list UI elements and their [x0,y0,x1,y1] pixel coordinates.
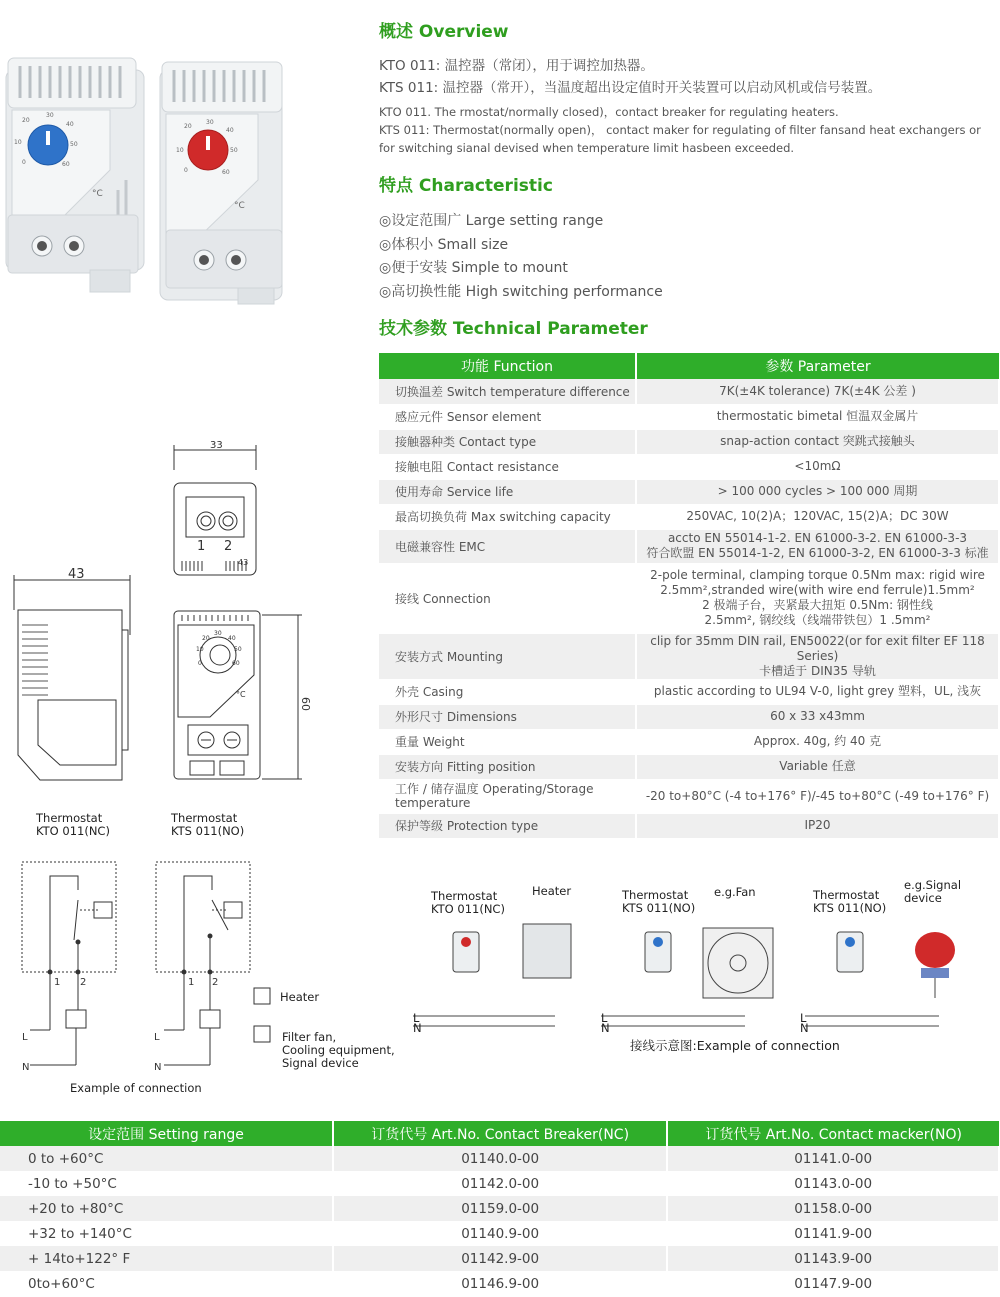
characteristic-title: 特点 Characteristic [379,176,553,196]
svg-text:0: 0 [184,167,188,174]
order-row [0,1271,999,1296]
overview-title: 概述 Overview [379,22,509,42]
parameter-function: 使用寿命 Service life [379,479,636,504]
parameter-value-line: Approx. 40g, 约 40 克 [753,734,882,748]
svg-text:20: 20 [184,123,192,130]
svg-text:2: 2 [212,977,219,988]
dim-depth-label: 43 [68,567,85,582]
order-row [0,1221,999,1246]
order-cell-nc: 01140.9-00 [333,1221,667,1246]
svg-text:0: 0 [198,660,202,667]
parameter-function: 接触器种类 Contact type [379,429,636,454]
ex-label-heater: Heater [532,884,572,898]
parameter-value [636,729,999,754]
order-cell-nc: 01142.9-00 [333,1246,667,1271]
header-setting-range: 设定范围 Setting range [0,1121,333,1146]
parameter-value-line: plastic according to UL94 V-0, light grey 塑料，UL, 浅灰 [653,684,982,698]
parameter-value-line: > 100 000 cycles > 100 000 周期 [717,484,918,498]
thermostat-kts-photo [160,62,282,304]
header-art-no: 订货代号 Art.No. Contact macker(NO) [667,1121,999,1146]
parameter-value [636,454,999,479]
order-cell-range: -10 to +50°C [0,1171,333,1196]
parameter-value-line: Variable 任意 [779,759,856,773]
parameter-value-line: 7K(±4K tolerance) 7K(±4K 公差 ) [719,383,916,398]
svg-text:L: L [154,1032,160,1043]
ex-L-1: L [413,1011,420,1025]
order-rows [0,1146,999,1296]
parameter-function: 最高切换负荷 Max switching capacity [379,504,636,529]
header-parameter: 参数 Parameter [636,353,999,379]
svg-text:30: 30 [46,112,54,119]
svg-text:°C: °C [236,690,246,699]
svg-text:30: 30 [214,630,222,637]
svg-text:20: 20 [22,117,30,124]
parameter-value-line: thermostatic bimetal 恒温双金属片 [716,409,919,423]
svg-text:10: 10 [14,139,22,146]
parameter-value-line: clip for 35mm DIN rail, EN50022(or for exit filter EF 118 Series) [650,633,985,663]
order-cell-no: 01141.0-00 [667,1146,999,1171]
order-cell-no: 01158.0-00 [667,1196,999,1221]
parameter-row [379,454,999,479]
parameter-row [379,379,999,404]
parameter-function: 外形尺寸 Dimensions [379,704,636,729]
parameter-value [636,429,999,454]
svg-text:50: 50 [70,141,78,148]
parameter-value-line: snap-action contact 突跳式接触头 [720,434,915,448]
technical-parameter-table [379,353,1000,839]
svg-text:10: 10 [196,646,204,653]
parameter-function: 安装方式 Mounting [379,633,636,679]
parameter-value-line: 卡槽适于 DIN35 导轨 [759,663,876,678]
parameter-row [379,529,999,563]
parameter-row [379,404,999,429]
parameter-value-line: accto EN 55014-1-2. EN 61000-3-2. EN 61000-3-3 [667,531,968,545]
svg-text:40: 40 [66,121,74,128]
technical-title: 技术参数 Technical Parameter [379,319,648,339]
parameter-value [636,404,999,429]
dim-small-43: 43 [238,558,249,567]
dim-label-kts: Thermostat KTS 011(NO) [171,811,245,838]
parameter-value [636,479,999,504]
kts-description-cn: KTS 011: 温控器（常开），当温度超出设定值时开关装置可以启动风机或信号装置。 [379,80,882,96]
parameter-value [636,504,999,529]
feature-item: ◎高切换性能 High switching performance [379,283,663,300]
ex-L-2: L [601,1011,608,1025]
order-table [0,1121,1000,1296]
connection-caption: 接线示意图:Example of connection [630,1038,840,1053]
svg-text:60: 60 [62,161,70,168]
parameter-row [379,504,999,529]
feature-item: ◎体积小 Small size [379,236,509,253]
svg-text:20: 20 [202,635,210,642]
parameter-value [636,563,999,633]
ex-N-1: N [413,1021,422,1035]
parameter-value-line: <10mΩ [794,459,841,473]
svg-text:0: 0 [22,159,26,166]
order-row [0,1146,999,1171]
dim-label-kto: Thermostat KTO 011(NC) [36,811,110,838]
overview-text [379,55,1000,157]
parameter-row [379,779,999,813]
header-function: 功能 Function [379,353,636,379]
legend-fan: Filter fan, Cooling equipment, Signal device [282,1030,395,1070]
order-cell-range: 0to+60°C [0,1271,333,1296]
order-cell-no: 01141.9-00 [667,1221,999,1246]
svg-text:°C: °C [92,189,103,199]
feature-item: ◎便于安装 Simple to mount [379,260,568,276]
parameter-row [379,563,999,633]
parameter-function: 保护等级 Protection type [379,813,636,838]
parameter-function: 接触电阻 Contact resistance [379,454,636,479]
order-cell-nc: 01140.0-00 [333,1146,667,1171]
parameter-value-line: 2 极端子台，夹紧最大扭矩 0.5Nm: 钢性线 [702,598,933,612]
ex-L-3: L [800,1011,807,1025]
svg-text:1: 1 [188,977,195,988]
ex-N-2: N [601,1021,610,1035]
parameter-value [636,679,999,704]
order-cell-no: 01143.9-00 [667,1246,999,1271]
svg-text:1: 1 [54,977,61,988]
legend-heater: Heater [280,990,320,1004]
dim-height-label: 60 [299,697,312,711]
parameter-value-line: 符合欧盟 EN 55014-1-2, EN 61000-3-2, EN 61000-3-3 标准 [646,546,989,560]
parameter-value-line: 2-pole terminal, clamping torque 0.5Nm max: rigid wire [650,568,985,582]
parameter-value [636,529,999,563]
dim-terminal-2: 2 [224,539,233,554]
ex-label-signal: e.g.Signal device [904,878,962,905]
parameter-value [636,379,999,404]
parameter-function: 安装方向 Fitting position [379,754,636,779]
parameter-row [379,704,999,729]
svg-text:°C: °C [234,201,245,211]
kto-description-en: KTO 011. The rmostat/normally closed)，contact breaker for regulating heaters. [379,105,839,119]
order-cell-no: 01143.0-00 [667,1171,999,1196]
svg-text:40: 40 [226,127,234,134]
parameter-value [636,779,999,813]
parameter-row [379,429,999,454]
parameter-value-line: 60 x 33 x43mm [770,709,865,723]
parameter-function: 电磁兼容性 EMC [379,529,636,563]
parameter-value [636,813,999,838]
kto-description-cn: KTO 011: 温控器（常闭），用于调控加热器。 [379,58,654,74]
fan-icon [254,1026,270,1042]
kts-description-en: KTS 011: Thermostat(normally open)， contact maker for regulating of filter fansand heat exchangers or for switching sianal devised when temperature limit hasbeen exceeded. [379,123,981,155]
parameter-function: 工作 / 储存温度 Operating/Storage temperature [379,779,636,813]
svg-text:60: 60 [222,169,230,176]
connection-examples [405,920,985,1040]
header-art-nc: 订货代号 Art.No. Contact Breaker(NC) [333,1121,667,1146]
parameter-value [636,754,999,779]
dim-terminal-1: 1 [197,539,206,554]
thermostat-kto-photo [6,58,144,292]
parameter-row [379,679,999,704]
svg-text:10: 10 [176,147,184,154]
svg-text:L: L [22,1032,28,1043]
parameter-row [379,729,999,754]
ex-label-kto: Thermostat KTO 011(NC) [431,889,505,916]
parameter-row [379,754,999,779]
ex-label-kts-fan: Thermostat KTS 011(NO) [622,888,696,915]
order-cell-range: +20 to +80°C [0,1196,333,1221]
order-cell-no: 01147.9-00 [667,1271,999,1296]
order-row [0,1171,999,1196]
dim-width-label: 33 [210,440,223,451]
feature-item: ◎设定范围广 Large setting range [379,213,604,229]
parameter-function: 外壳 Casing [379,679,636,704]
parameter-value-line: 250VAC, 10(2)A；120VAC, 15(2)A；DC 30W [686,509,949,523]
order-row [0,1246,999,1271]
svg-text:50: 50 [230,147,238,154]
parameter-value-line: -20 to+80°C (-4 to+176° F)/-45 to+80°C (-49 to+176° F) [645,788,990,803]
svg-text:N: N [154,1062,162,1073]
parameter-value-line: 2.5mm²,stranded wire(with wire end ferrule)1.5mm² [660,583,975,597]
parameter-function: 接线 Connection [379,563,636,633]
svg-text:50: 50 [234,646,242,653]
order-cell-range: + 14to+122° F [0,1246,333,1271]
order-row [0,1196,999,1221]
dimension-drawing [0,435,320,845]
parameter-row [379,633,999,679]
order-cell-nc: 01159.0-00 [333,1196,667,1221]
svg-text:2: 2 [80,977,87,988]
parameter-row [379,479,999,504]
product-photo [0,40,300,310]
svg-text:60: 60 [232,660,240,667]
parameter-function: 重量 Weight [379,729,636,754]
parameter-value [636,633,999,679]
wiring-caption-left: Example of connection [70,1081,202,1095]
parameter-row [379,813,999,838]
parameter-value-line: 2.5mm², 钢绞线（线端带铁包）1 .5mm² [704,613,931,627]
heater-icon [254,988,270,1004]
parameter-function: 感应元件 Sensor element [379,404,636,429]
order-cell-range: 0 to +60°C [0,1146,333,1171]
order-cell-range: +32 to +140°C [0,1221,333,1246]
parameter-value [636,704,999,729]
svg-text:40: 40 [228,635,236,642]
parameter-function: 切换温差 Switch temperature difference [379,379,636,404]
svg-text:N: N [22,1062,30,1073]
ex-N-3: N [800,1021,809,1035]
parameter-rows [379,379,999,838]
svg-text:30: 30 [206,119,214,126]
order-cell-nc: 01146.9-00 [333,1271,667,1296]
parameter-value-line: IP20 [804,818,831,832]
order-cell-nc: 01142.0-00 [333,1171,667,1196]
ex-label-fan: e.g.Fan [714,885,756,899]
characteristic-list [379,210,663,304]
ex-label-kts-signal: Thermostat KTS 011(NO) [813,888,887,915]
